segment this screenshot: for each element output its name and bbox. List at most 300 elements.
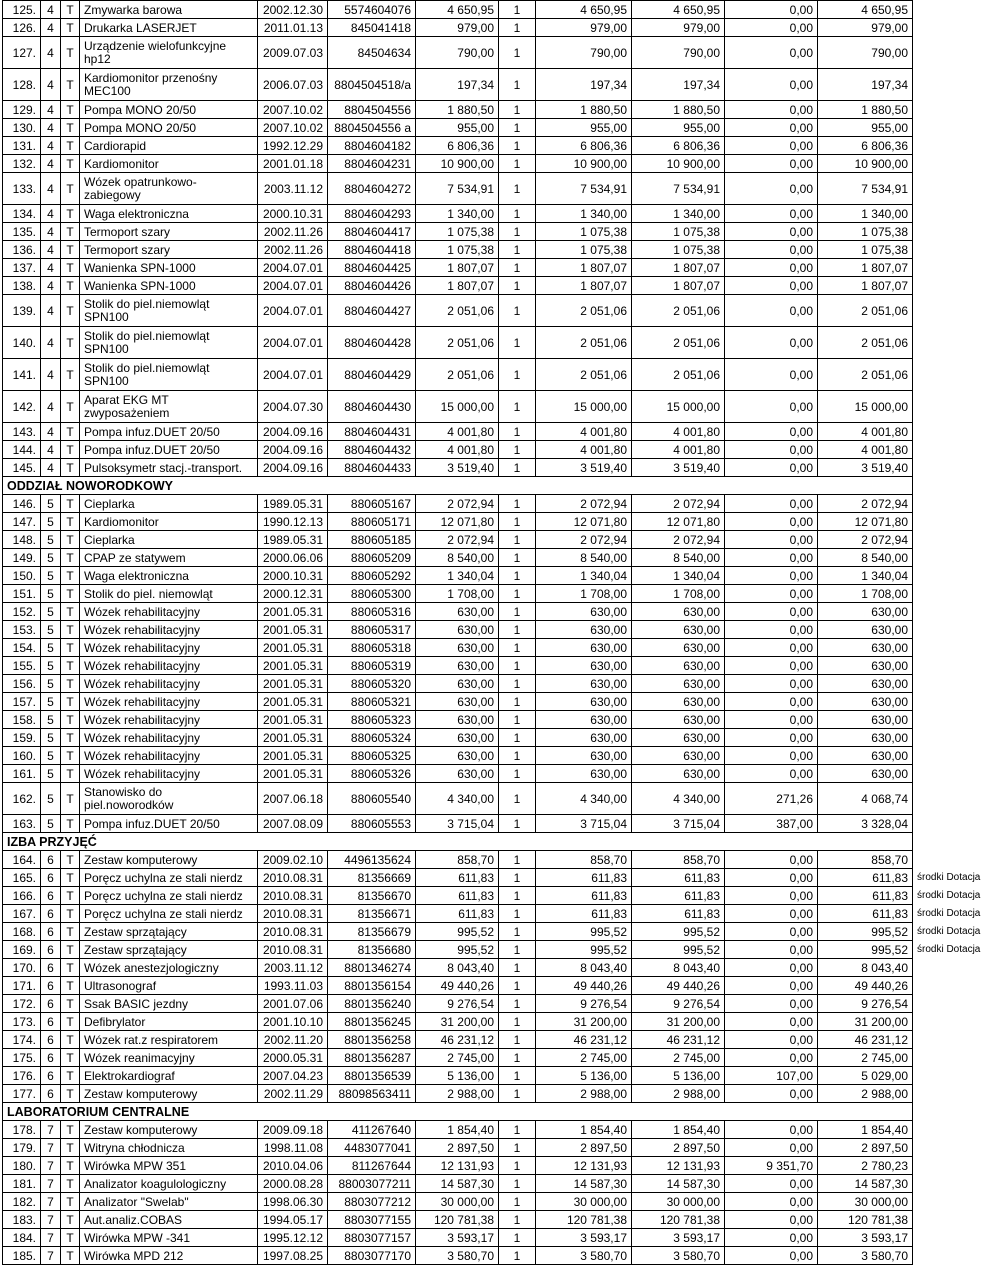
inventory-number-cell: 8804604426 [328,277,416,295]
quantity-cell: 1 [499,459,536,477]
gross-value-cell: 2 745,00 [536,1049,632,1067]
value-col-1-cell: 630,00 [632,765,725,783]
inventory-number-cell: 84504634 [328,37,416,69]
quantity-cell: 1 [499,1085,536,1103]
table-row [3,241,993,259]
item-name-cell: Pompa infuz.DUET 20/50 [80,423,258,441]
table-row [3,905,993,923]
net-value-cell: 2 072,94 [818,495,913,513]
item-name-cell: Pompa infuz.DUET 20/50 [80,815,258,833]
note-cell [913,459,993,477]
quantity-cell: 1 [499,747,536,765]
table-row [3,423,993,441]
item-number-cell: 146. [3,495,41,513]
group-code-cell: 4 [41,173,61,205]
acquisition-date-cell: 1994.05.17 [258,1211,328,1229]
note-cell [913,747,993,765]
item-name-cell: Stolik do piel.niemowląt SPN100 [80,295,258,327]
type-code-cell: T [61,941,80,959]
quantity-cell: 1 [499,531,536,549]
depreciation-cell: 0,00 [725,205,818,223]
table-row [3,941,993,959]
net-value-cell: 9 276,54 [818,995,913,1013]
net-value-cell: 30 000,00 [818,1193,913,1211]
inventory-number-cell: 81356679 [328,923,416,941]
item-number-cell: 134. [3,205,41,223]
value-col-1-cell: 197,34 [632,69,725,101]
item-name-cell: Urządzenie wielofunkcyjne hp12 [80,37,258,69]
note-cell [913,693,993,711]
quantity-cell: 1 [499,1175,536,1193]
item-name-cell: Wirówka MPD 212 [80,1247,258,1265]
unit-price-cell: 630,00 [416,603,499,621]
inventory-number-cell: 880605323 [328,711,416,729]
group-code-cell: 4 [41,423,61,441]
acquisition-date-cell: 2010.08.31 [258,941,328,959]
group-code-cell: 7 [41,1157,61,1175]
gross-value-cell: 979,00 [536,19,632,37]
note-cell [913,531,993,549]
type-code-cell: T [61,1,80,19]
inventory-number-cell: 880605318 [328,639,416,657]
gross-value-cell: 120 781,38 [536,1211,632,1229]
note-cell [913,729,993,747]
value-col-1-cell: 3 715,04 [632,815,725,833]
depreciation-cell: 0,00 [725,155,818,173]
group-code-cell: 4 [41,441,61,459]
gross-value-cell: 1 075,38 [536,241,632,259]
inventory-number-cell: 880605321 [328,693,416,711]
unit-price-cell: 4 001,80 [416,441,499,459]
unit-price-cell: 10 900,00 [416,155,499,173]
acquisition-date-cell: 1990.12.13 [258,513,328,531]
acquisition-date-cell: 2001.05.31 [258,765,328,783]
item-number-cell: 159. [3,729,41,747]
acquisition-date-cell: 2009.07.03 [258,37,328,69]
value-col-1-cell: 2 072,94 [632,495,725,513]
item-number-cell: 129. [3,101,41,119]
item-number-cell: 150. [3,567,41,585]
unit-price-cell: 4 650,95 [416,1,499,19]
type-code-cell: T [61,549,80,567]
gross-value-cell: 4 650,95 [536,1,632,19]
inventory-number-cell: 8804604272 [328,173,416,205]
table-row [3,1175,993,1193]
table-row [3,37,993,69]
unit-price-cell: 995,52 [416,941,499,959]
quantity-cell: 1 [499,19,536,37]
item-number-cell: 149. [3,549,41,567]
group-code-cell: 4 [41,459,61,477]
table-row [3,359,993,391]
note-cell [913,495,993,513]
unit-price-cell: 611,83 [416,869,499,887]
inventory-number-cell: 880605319 [328,657,416,675]
value-col-1-cell: 3 593,17 [632,1229,725,1247]
table-row [3,295,993,327]
depreciation-cell: 0,00 [725,585,818,603]
acquisition-date-cell: 1989.05.31 [258,531,328,549]
unit-price-cell: 3 593,17 [416,1229,499,1247]
value-col-1-cell: 49 440,26 [632,977,725,995]
note-cell [913,1121,993,1139]
net-value-cell: 2 745,00 [818,1049,913,1067]
unit-price-cell: 7 534,91 [416,173,499,205]
note-cell [913,391,993,423]
acquisition-date-cell: 2009.02.10 [258,851,328,869]
type-code-cell: T [61,815,80,833]
value-col-1-cell: 790,00 [632,37,725,69]
unit-price-cell: 858,70 [416,851,499,869]
net-value-cell: 10 900,00 [818,155,913,173]
item-number-cell: 165. [3,869,41,887]
item-number-cell: 155. [3,657,41,675]
value-col-1-cell: 995,52 [632,923,725,941]
unit-price-cell: 3 519,40 [416,459,499,477]
type-code-cell: T [61,441,80,459]
gross-value-cell: 630,00 [536,765,632,783]
item-name-cell: Wózek rehabilitacyjny [80,675,258,693]
unit-price-cell: 1 340,04 [416,567,499,585]
acquisition-date-cell: 2007.10.02 [258,119,328,137]
item-name-cell: Wanienka SPN-1000 [80,277,258,295]
net-value-cell: 5 029,00 [818,1067,913,1085]
net-value-cell: 4 650,95 [818,1,913,19]
item-number-cell: 162. [3,783,41,815]
unit-price-cell: 31 200,00 [416,1013,499,1031]
acquisition-date-cell: 2010.08.31 [258,905,328,923]
item-name-cell: Analizator koagulologiczny [80,1175,258,1193]
group-code-cell: 4 [41,101,61,119]
net-value-cell: 6 806,36 [818,137,913,155]
value-col-1-cell: 2 051,06 [632,359,725,391]
net-value-cell: 4 001,80 [818,423,913,441]
table-row [3,1157,993,1175]
depreciation-cell: 0,00 [725,495,818,513]
group-code-cell: 5 [41,513,61,531]
quantity-cell: 1 [499,887,536,905]
group-code-cell: 4 [41,241,61,259]
inventory-number-cell: 4496135624 [328,851,416,869]
type-code-cell: T [61,137,80,155]
note-cell [913,1139,993,1157]
quantity-cell: 1 [499,869,536,887]
item-number-cell: 131. [3,137,41,155]
inventory-number-cell: 411267640 [328,1121,416,1139]
inventory-number-cell: 880605209 [328,549,416,567]
item-number-cell: 164. [3,851,41,869]
type-code-cell: T [61,585,80,603]
group-code-cell: 7 [41,1229,61,1247]
item-name-cell: Elektrokardiograf [80,1067,258,1085]
net-value-cell: 3 328,04 [818,815,913,833]
acquisition-date-cell: 2001.05.31 [258,711,328,729]
depreciation-cell: 9 351,70 [725,1157,818,1175]
value-col-1-cell: 2 897,50 [632,1139,725,1157]
depreciation-cell: 0,00 [725,869,818,887]
depreciation-cell: 0,00 [725,119,818,137]
inventory-number-cell: 8804604430 [328,391,416,423]
group-code-cell: 5 [41,729,61,747]
group-code-cell: 4 [41,277,61,295]
unit-price-cell: 630,00 [416,711,499,729]
value-col-1-cell: 1 854,40 [632,1121,725,1139]
value-col-1-cell: 2 988,00 [632,1085,725,1103]
quantity-cell: 1 [499,295,536,327]
type-code-cell: T [61,531,80,549]
note-cell [913,327,993,359]
note-cell [913,977,993,995]
depreciation-cell: 0,00 [725,765,818,783]
note-cell [913,277,993,295]
gross-value-cell: 995,52 [536,941,632,959]
note-cell [913,1193,993,1211]
group-code-cell: 4 [41,327,61,359]
type-code-cell: T [61,69,80,101]
depreciation-cell: 0,00 [725,851,818,869]
item-number-cell: 172. [3,995,41,1013]
gross-value-cell: 995,52 [536,923,632,941]
group-code-cell: 4 [41,223,61,241]
table-row [3,259,993,277]
unit-price-cell: 4 340,00 [416,783,499,815]
type-code-cell: T [61,495,80,513]
net-value-cell: 2 780,23 [818,1157,913,1175]
group-code-cell: 6 [41,905,61,923]
quantity-cell: 1 [499,1067,536,1085]
inventory-number-cell: 81356670 [328,887,416,905]
type-code-cell: T [61,887,80,905]
net-value-cell: 12 071,80 [818,513,913,531]
acquisition-date-cell: 2004.09.16 [258,423,328,441]
value-col-1-cell: 630,00 [632,603,725,621]
gross-value-cell: 6 806,36 [536,137,632,155]
type-code-cell: T [61,1049,80,1067]
unit-price-cell: 30 000,00 [416,1193,499,1211]
quantity-cell: 1 [499,603,536,621]
value-col-1-cell: 630,00 [632,675,725,693]
inventory-number-cell: 880605292 [328,567,416,585]
type-code-cell: T [61,1211,80,1229]
note-cell [913,101,993,119]
item-number-cell: 169. [3,941,41,959]
depreciation-cell: 0,00 [725,1031,818,1049]
group-code-cell: 6 [41,1067,61,1085]
group-code-cell: 5 [41,815,61,833]
item-name-cell: Cieplarka [80,495,258,513]
acquisition-date-cell: 2007.06.18 [258,783,328,815]
acquisition-date-cell: 2002.11.29 [258,1085,328,1103]
quantity-cell: 1 [499,549,536,567]
quantity-cell: 1 [499,1031,536,1049]
note-cell [913,1013,993,1031]
gross-value-cell: 630,00 [536,603,632,621]
acquisition-date-cell: 2001.05.31 [258,693,328,711]
group-code-cell: 4 [41,359,61,391]
table-row [3,567,993,585]
group-code-cell: 4 [41,1,61,19]
quantity-cell: 1 [499,567,536,585]
gross-value-cell: 12 131,93 [536,1157,632,1175]
gross-value-cell: 2 897,50 [536,1139,632,1157]
group-code-cell: 7 [41,1193,61,1211]
unit-price-cell: 1 880,50 [416,101,499,119]
item-name-cell: Zmywarka barowa [80,1,258,19]
table-row [3,1193,993,1211]
depreciation-cell: 0,00 [725,423,818,441]
section-title: ODDZIAŁ NOWORODKOWY [3,477,913,495]
item-name-cell: Poręcz uchylna ze stali nierdz [80,905,258,923]
depreciation-cell: 0,00 [725,37,818,69]
item-number-cell: 138. [3,277,41,295]
type-code-cell: T [61,675,80,693]
gross-value-cell: 2 051,06 [536,359,632,391]
item-name-cell: Wózek rehabilitacyjny [80,603,258,621]
type-code-cell: T [61,241,80,259]
table-row [3,869,993,887]
value-col-1-cell: 1 807,07 [632,277,725,295]
table-row [3,711,993,729]
acquisition-date-cell: 1995.12.12 [258,1229,328,1247]
value-col-1-cell: 15 000,00 [632,391,725,423]
table-row [3,459,993,477]
unit-price-cell: 630,00 [416,621,499,639]
type-code-cell: T [61,711,80,729]
unit-price-cell: 955,00 [416,119,499,137]
acquisition-date-cell: 1993.11.03 [258,977,328,995]
item-number-cell: 137. [3,259,41,277]
group-code-cell: 7 [41,1247,61,1265]
unit-price-cell: 1 075,38 [416,241,499,259]
item-name-cell: Termoport szary [80,241,258,259]
depreciation-cell: 0,00 [725,923,818,941]
note-cell [913,639,993,657]
net-value-cell: 630,00 [818,657,913,675]
gross-value-cell: 8 043,40 [536,959,632,977]
gross-value-cell: 3 519,40 [536,459,632,477]
acquisition-date-cell: 2004.07.30 [258,391,328,423]
item-number-cell: 143. [3,423,41,441]
unit-price-cell: 2 072,94 [416,495,499,513]
type-code-cell: T [61,205,80,223]
net-value-cell: 1 708,00 [818,585,913,603]
type-code-cell: T [61,295,80,327]
item-name-cell: Aut.analiz.COBAS [80,1211,258,1229]
note-cell [913,513,993,531]
item-name-cell: Pompa infuz.DUET 20/50 [80,441,258,459]
type-code-cell: T [61,259,80,277]
gross-value-cell: 197,34 [536,69,632,101]
table-row [3,747,993,765]
note-cell [913,585,993,603]
type-code-cell: T [61,1193,80,1211]
value-col-1-cell: 995,52 [632,941,725,959]
quantity-cell: 1 [499,711,536,729]
note-cell [913,1067,993,1085]
note-cell [913,69,993,101]
value-col-1-cell: 7 534,91 [632,173,725,205]
item-name-cell: Kardiomonitor [80,155,258,173]
type-code-cell: T [61,567,80,585]
value-col-1-cell: 2 072,94 [632,531,725,549]
table-row [3,977,993,995]
type-code-cell: T [61,851,80,869]
note-cell [913,833,993,851]
inventory-number-cell: 81356680 [328,941,416,959]
note-cell [913,173,993,205]
quantity-cell: 1 [499,1211,536,1229]
inventory-number-cell: 8804604231 [328,155,416,173]
inventory-number-cell: 880605326 [328,765,416,783]
group-code-cell: 5 [41,711,61,729]
item-name-cell: Termoport szary [80,223,258,241]
note-cell [913,241,993,259]
value-col-1-cell: 611,83 [632,887,725,905]
item-name-cell: Wózek rehabilitacyjny [80,747,258,765]
group-code-cell: 4 [41,37,61,69]
group-code-cell: 5 [41,567,61,585]
gross-value-cell: 630,00 [536,693,632,711]
item-number-cell: 181. [3,1175,41,1193]
unit-price-cell: 630,00 [416,693,499,711]
depreciation-cell: 0,00 [725,603,818,621]
value-col-1-cell: 4 001,80 [632,441,725,459]
net-value-cell: 8 043,40 [818,959,913,977]
acquisition-date-cell: 2007.04.23 [258,1067,328,1085]
acquisition-date-cell: 2004.09.16 [258,441,328,459]
acquisition-date-cell: 2001.07.06 [258,995,328,1013]
inventory-table [2,0,993,1265]
table-row [3,549,993,567]
value-col-1-cell: 1 880,50 [632,101,725,119]
item-number-cell: 182. [3,1193,41,1211]
item-number-cell: 125. [3,1,41,19]
note-cell [913,37,993,69]
note-cell [913,567,993,585]
note-cell [913,223,993,241]
unit-price-cell: 8 043,40 [416,959,499,977]
net-value-cell: 14 587,30 [818,1175,913,1193]
type-code-cell: T [61,327,80,359]
acquisition-date-cell: 2009.09.18 [258,1121,328,1139]
unit-price-cell: 611,83 [416,887,499,905]
gross-value-cell: 955,00 [536,119,632,137]
value-col-1-cell: 630,00 [632,693,725,711]
item-number-cell: 157. [3,693,41,711]
item-name-cell: Stolik do piel. niemowląt [80,585,258,603]
table-row [3,441,993,459]
group-code-cell: 6 [41,1031,61,1049]
item-name-cell: Ultrasonograf [80,977,258,995]
note-cell [913,1,993,19]
net-value-cell: 611,83 [818,887,913,905]
note-cell: środki Dotacja [917,871,981,883]
inventory-number-cell: 8803077170 [328,1247,416,1265]
inventory-number-cell: 8803077157 [328,1229,416,1247]
inventory-number-cell: 811267644 [328,1157,416,1175]
quantity-cell: 1 [499,155,536,173]
inventory-number-cell: 880605316 [328,603,416,621]
item-name-cell: Wózek anestezjologiczny [80,959,258,977]
item-name-cell: Wirówka MPW -341 [80,1229,258,1247]
type-code-cell: T [61,869,80,887]
note-cell [913,441,993,459]
unit-price-cell: 2 897,50 [416,1139,499,1157]
gross-value-cell: 2 072,94 [536,495,632,513]
net-value-cell: 955,00 [818,119,913,137]
note-cell [913,1229,993,1247]
inventory-number-cell: 8804504556 [328,101,416,119]
